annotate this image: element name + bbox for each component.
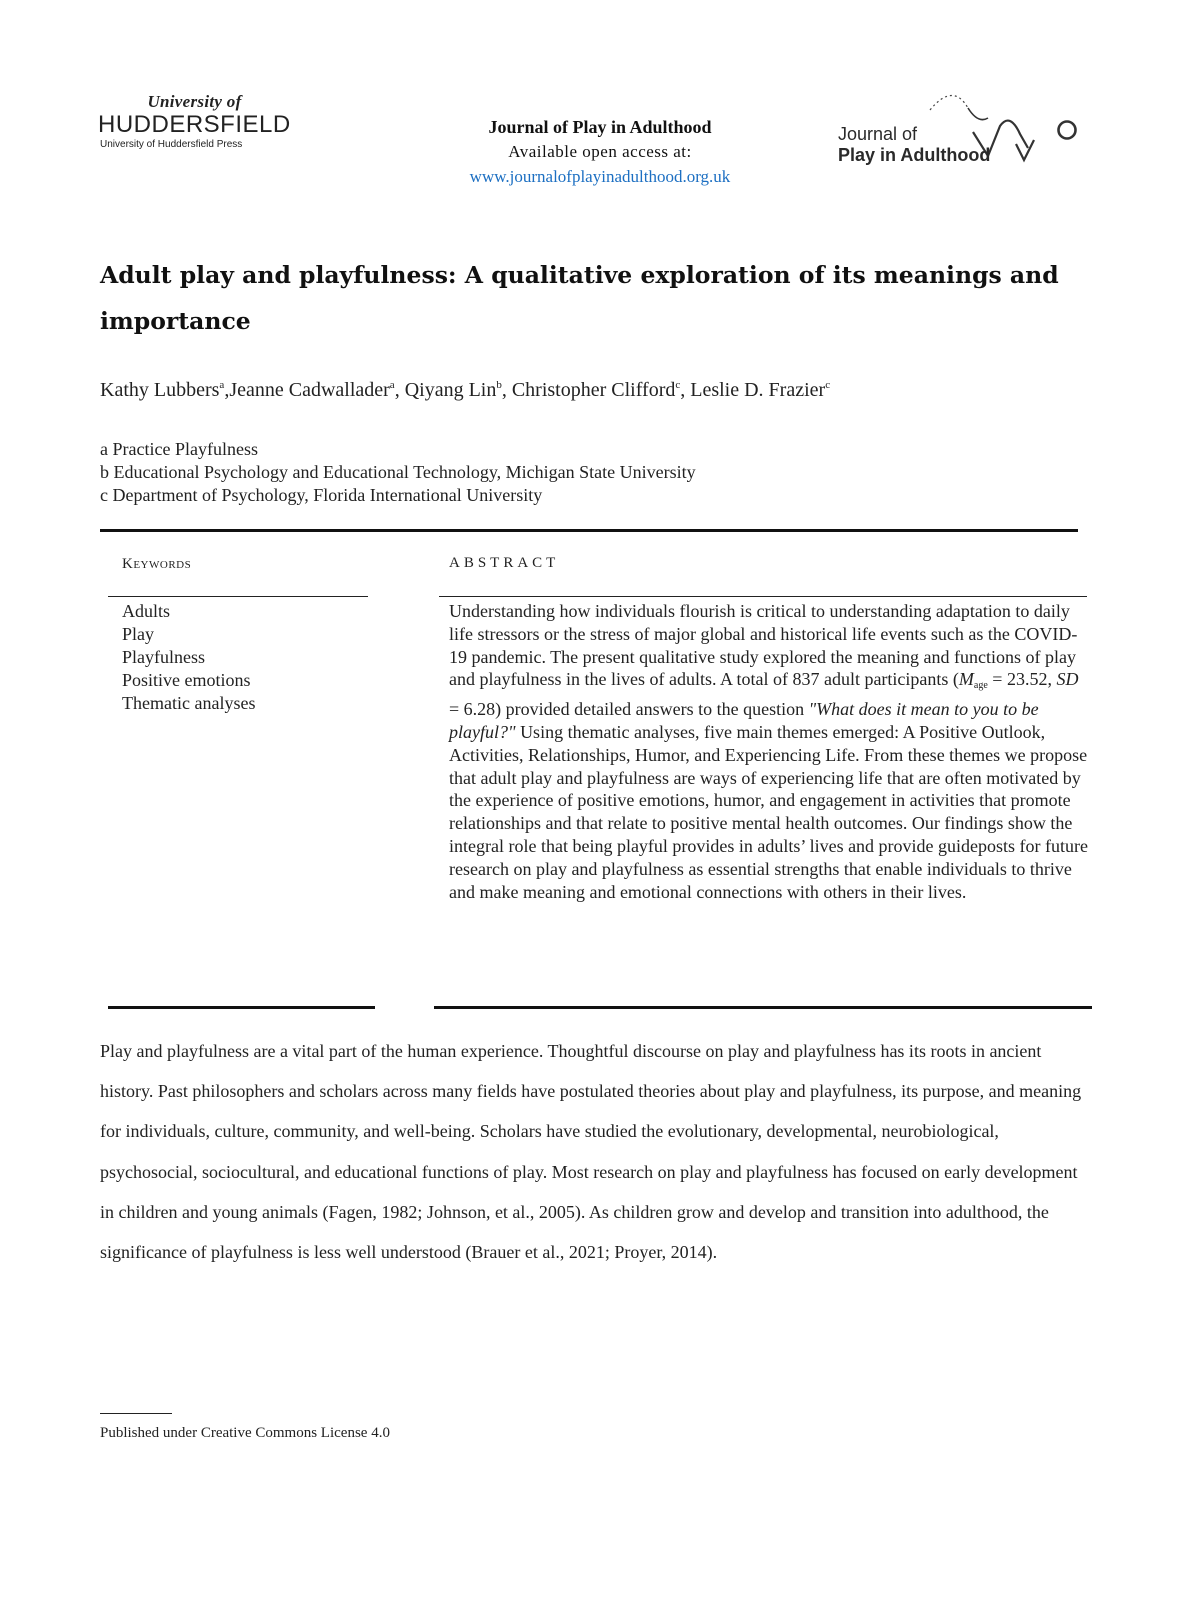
keyword-item: Play bbox=[122, 624, 155, 644]
abstract-heading: ABSTRACT bbox=[449, 555, 560, 571]
abstract-part: Using thematic analyses, five main themes emerged: A Positive Outlook, Activities, Relationships, Humor, and Experiencing Life. From these themes we propose that adult play and playfulness are ways of experiencing life that are often motivated by the experience of positive emotions, humor, and engagement in activities that promote relationships and that relate to positive mental health outcomes. Our findings show the integral role that being playful provides in adults’ lives and provide guideposts for future research on play and playfulness as essential strengths that enable individuals to thrive and make meaning and emotional connections with others in their lives. bbox=[449, 721, 1089, 902]
abstract-part: Understanding how individuals flourish is critical to understanding adaptation to daily life stressors or the stress of major global and historical life events such as the COVID-19 pandemic. The present qualitative study explored the meaning and functions of play and playfulness in the lives of adults. A total of 837 adult participants ( bbox=[449, 601, 1078, 690]
body-paragraph: Play and playfulness are a vital part of the human experience. Thoughtful discourse on play and playfulness has its roots in ancient history. Past philosophers and scholars across many fields have postulated theories about play and playfulness, its purpose, and meaning for individuals, culture, community, and well-being. Scholars have studied the evolutionary, developmental, neurobiological, psychosocial, sociocultural, and educational functions of play. Most research on play and playfulness has focused on early development in children and young animals (Fagen, 1982; Johnson, et al., 2005). As children grow and develop and transition into adulthood, the significance of playfulness is less well understood (Brauer et al., 2021; Proyer, 2014). bbox=[100, 1041, 1082, 1263]
abstract-question: "What does it mean to you to be playful?" bbox=[449, 699, 1039, 742]
affiliation-list bbox=[100, 438, 1100, 507]
author-affiliation-mark: b bbox=[496, 379, 502, 391]
university-logo bbox=[98, 92, 291, 152]
author-name: Christopher Clifford bbox=[511, 379, 676, 401]
mean-subscript: age bbox=[973, 680, 988, 692]
keyword-item: Playfulness bbox=[122, 647, 205, 667]
sd-symbol: SD bbox=[1056, 669, 1079, 690]
abstract-bottom-divider bbox=[434, 1006, 1092, 1009]
author-name: Leslie D. Frazier bbox=[690, 379, 826, 401]
journal-logo-text bbox=[838, 124, 990, 166]
keywords-divider bbox=[108, 596, 368, 597]
keyword-item: Adults bbox=[122, 601, 171, 621]
affiliation-item: a Practice Playfulness bbox=[100, 439, 258, 459]
journal-title: Journal of Play in Adulthood bbox=[488, 117, 712, 137]
mean-symbol: M bbox=[958, 669, 974, 690]
journal-logo bbox=[838, 88, 1088, 168]
abstract-divider bbox=[439, 596, 1087, 597]
author-affiliation-mark: a bbox=[219, 379, 225, 391]
affiliation-item: c Department of Psychology, Florida International University bbox=[100, 485, 543, 505]
keyword-item: Thematic analyses bbox=[122, 693, 256, 713]
footnote-text: Published under Creative Commons License 4.0 bbox=[100, 1425, 390, 1441]
article-title: Adult play and playfulness: A qualitative exploration of its meanings and importance bbox=[100, 261, 1059, 335]
keywords-heading: Keywords bbox=[122, 556, 192, 572]
keyword-item: Positive emotions bbox=[122, 670, 251, 690]
journal-logo-line2: Play in Adulthood bbox=[838, 145, 991, 165]
section-divider bbox=[100, 529, 1078, 532]
author-name: Jeanne Cadwallader bbox=[229, 379, 390, 401]
journal-url-link[interactable]: www.journalofplayinadulthood.org.uk bbox=[469, 167, 731, 186]
abstract-part: = 6.28) provided detailed answers to the question bbox=[449, 699, 809, 720]
journal-logo-line1: Journal of bbox=[838, 124, 918, 144]
access-text: Available open access at: bbox=[508, 142, 692, 161]
footnote-divider bbox=[100, 1413, 172, 1414]
author-affiliation-mark: c bbox=[675, 379, 681, 391]
university-logo-line1: University of bbox=[147, 92, 242, 111]
affiliation-item: b Educational Psychology and Educational Technology, Michigan State University bbox=[100, 462, 696, 482]
author-name: Kathy Lubbers bbox=[100, 379, 220, 401]
journal-header bbox=[330, 114, 870, 190]
keywords-list bbox=[122, 600, 255, 715]
university-logo-line2: HUDDERSFIELD bbox=[98, 111, 291, 138]
author-affiliation-mark: a bbox=[389, 379, 395, 391]
keywords-bottom-divider bbox=[108, 1006, 375, 1009]
author-affiliation-mark: c bbox=[825, 379, 831, 391]
author-list: Kathy Lubbers$^a$,Jeanne Cadwallader$^a$, Qiyang Lin$^b$, Christopher Clifford$^c$, Leslie D. Frazier$^c$ bbox=[100, 379, 831, 401]
abstract-part: = 23.52, bbox=[987, 669, 1057, 690]
author-name: Qiyang Lin bbox=[404, 379, 497, 401]
university-logo-line3: University of Huddersfield Press bbox=[100, 139, 243, 150]
abstract-text bbox=[449, 600, 1089, 903]
